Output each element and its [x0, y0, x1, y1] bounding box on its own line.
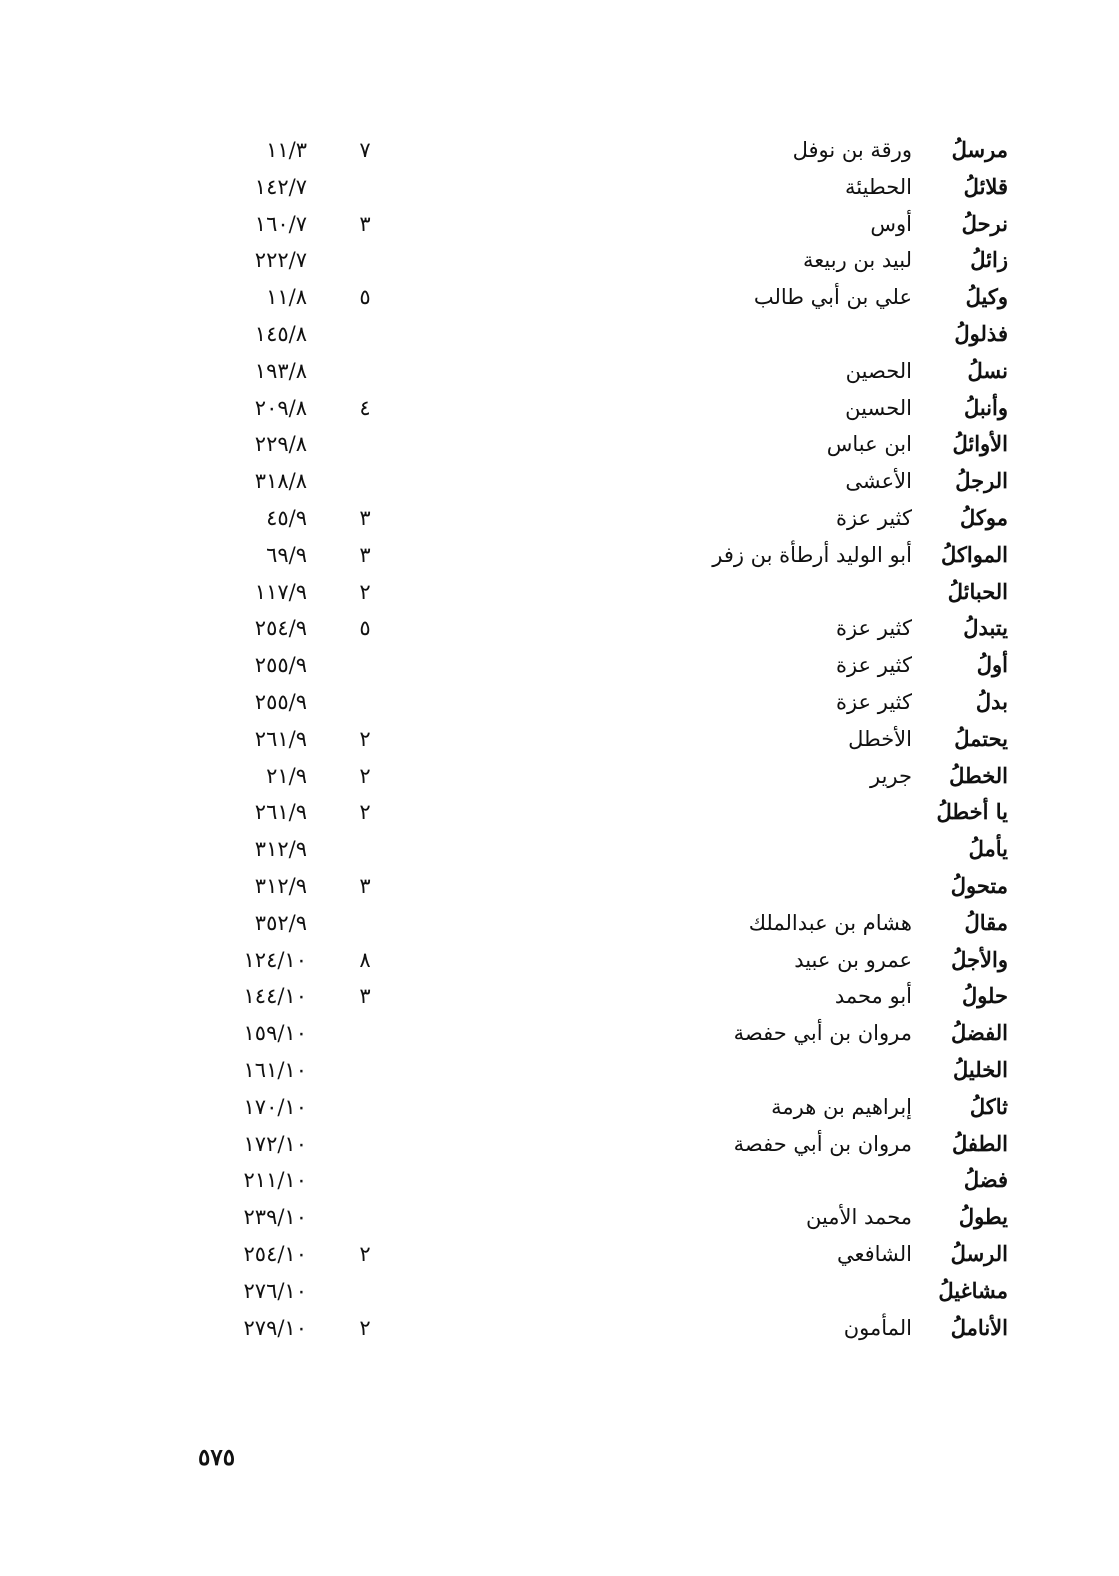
verse-count: ٢	[359, 763, 371, 788]
index-row	[0, 612, 1119, 649]
verse-count: ٣	[359, 211, 371, 236]
rhyme-word: الخطلُ	[949, 762, 1008, 788]
rhyme-word: فذلولُ	[954, 320, 1008, 346]
rhyme-word: الخليلُ	[953, 1056, 1008, 1082]
rhyme-word: فضلُ	[963, 1167, 1008, 1193]
poet-name: كثير عزة	[835, 505, 912, 530]
index-row	[0, 539, 1119, 576]
verse-count: ٥	[359, 285, 371, 310]
index-row	[0, 1164, 1119, 1201]
poet-name: هشام بن عبدالملك	[748, 910, 912, 935]
poet-name: محمد الأمين	[805, 1205, 912, 1230]
rhyme-word: قلائلُ	[963, 173, 1008, 199]
index-row	[0, 134, 1119, 171]
rhyme-word: بدلُ	[975, 688, 1008, 714]
page-number: ٥٧٥	[198, 1444, 236, 1471]
volume-page-reference: ١٧٠/١٠	[243, 1094, 307, 1119]
rhyme-word: الأوائلُ	[952, 431, 1008, 457]
volume-page-reference: ٢٢٩/٨	[254, 432, 307, 457]
volume-page-reference: ١٤٢/٧	[254, 174, 307, 199]
index-row	[0, 1275, 1119, 1312]
index-row	[0, 502, 1119, 539]
volume-page-reference: ٢٥٥/٩	[254, 689, 307, 714]
poet-name: الشافعي	[836, 1241, 912, 1266]
volume-page-reference: ٢٦١/٩	[254, 800, 307, 825]
index-row	[0, 760, 1119, 797]
volume-page-reference: ١٩٣/٨	[254, 358, 307, 383]
volume-page-reference: ٢٦١/٩	[254, 726, 307, 751]
poet-name: الأعشى	[845, 469, 912, 494]
rhyme-word: يأملُ	[968, 836, 1008, 862]
poet-name: عمرو بن عبيد	[794, 947, 912, 972]
volume-page-reference: ٤٥/٩	[266, 505, 307, 530]
poet-name: أبو الوليد أرطأة بن زفر	[712, 542, 912, 567]
index-row	[0, 1312, 1119, 1349]
rhyme-word: وكيلُ	[965, 284, 1008, 310]
rhyme-word: نرحلُ	[961, 210, 1008, 236]
volume-page-reference: ٣١٢/٩	[254, 837, 307, 862]
rhyme-word: نسلُ	[967, 357, 1008, 383]
volume-page-reference: ٢٧٦/١٠	[243, 1278, 307, 1303]
volume-page-reference: ١١٧/٩	[254, 579, 307, 604]
rhyme-word: مقالُ	[964, 909, 1008, 935]
volume-page-reference: ١١/٣	[266, 138, 307, 162]
rhyme-word: الطفلُ	[952, 1130, 1008, 1156]
verse-count: ٨	[359, 947, 371, 972]
index-row	[0, 392, 1119, 429]
volume-page-reference: ١٧٢/١٠	[243, 1131, 307, 1156]
poet-name: الحسين	[845, 395, 912, 420]
poet-name: كثير عزة	[835, 653, 912, 678]
volume-page-reference: ٢٥٤/١٠	[243, 1241, 307, 1266]
verse-count: ٣	[359, 505, 371, 530]
rhyme-word: موكلُ	[960, 504, 1008, 530]
poet-name: الأخطل	[848, 726, 912, 751]
volume-page-reference: ٣١٢/٩	[254, 873, 307, 898]
index-row	[0, 318, 1119, 355]
verse-count: ٥	[359, 616, 371, 641]
poet-name: علي بن أبي طالب	[753, 285, 912, 310]
poet-name: إبراهيم بن هرمة	[771, 1094, 912, 1119]
index-row	[0, 428, 1119, 465]
poet-name: ابن عباس	[826, 432, 912, 457]
volume-page-reference: ٢٢٢/٧	[254, 248, 307, 273]
rhyme-word: وأنبلُ	[963, 394, 1008, 420]
rhyme-word: الفضلُ	[951, 1020, 1008, 1046]
volume-page-reference: ١٢٤/١٠	[243, 947, 307, 972]
rhyme-word: يطولُ	[958, 1204, 1008, 1230]
rhyme-word: يحتملُ	[954, 725, 1008, 751]
poet-name: كثير عزة	[835, 616, 912, 641]
index-row	[0, 244, 1119, 281]
poetry-index-table	[0, 134, 1119, 1348]
volume-page-reference: ٣٥٢/٩	[254, 910, 307, 935]
volume-page-reference: ١٤٥/٨	[254, 321, 307, 346]
index-row	[0, 796, 1119, 833]
verse-count: ٤	[359, 395, 371, 420]
verse-count: ٣	[359, 542, 371, 567]
poet-name: مروان بن أبي حفصة	[733, 1021, 912, 1046]
volume-page-reference: ٢٠٩/٨	[254, 395, 307, 420]
index-row	[0, 355, 1119, 392]
index-row	[0, 1128, 1119, 1165]
verse-count: ٢	[359, 1241, 371, 1266]
index-row	[0, 833, 1119, 870]
volume-page-reference: ١٦١/١٠	[243, 1057, 307, 1082]
rhyme-word: الحبائلُ	[947, 578, 1008, 604]
poet-name: أبو محمد	[834, 984, 912, 1009]
volume-page-reference: ١١/٨	[266, 285, 307, 310]
index-row	[0, 576, 1119, 613]
index-row	[0, 1091, 1119, 1128]
verse-count: ٣	[359, 984, 371, 1009]
rhyme-word: الرجلُ	[955, 468, 1008, 494]
volume-page-reference: ١٥٩/١٠	[243, 1021, 307, 1046]
rhyme-word: الرسلُ	[950, 1240, 1008, 1266]
volume-page-reference: ٢٥٥/٩	[254, 653, 307, 678]
verse-count: ٧	[359, 138, 371, 162]
poet-name: مروان بن أبي حفصة	[733, 1131, 912, 1156]
index-row	[0, 1054, 1119, 1091]
rhyme-word: حلولُ	[961, 983, 1008, 1009]
rhyme-word: ثاكلُ	[969, 1093, 1008, 1119]
rhyme-word: أولُ	[976, 652, 1008, 678]
index-row	[0, 1201, 1119, 1238]
index-row	[0, 281, 1119, 318]
poet-name: لبيد بن ربيعة	[803, 248, 912, 273]
rhyme-word: الأناملُ	[950, 1314, 1008, 1340]
poet-name: أوس	[870, 211, 912, 236]
rhyme-word: والأجلُ	[951, 946, 1008, 972]
index-row	[0, 723, 1119, 760]
poet-name: كثير عزة	[835, 689, 912, 714]
verse-count: ٢	[359, 800, 371, 825]
index-row	[0, 907, 1119, 944]
rhyme-word: مشاغيلُ	[938, 1277, 1008, 1303]
index-row	[0, 944, 1119, 981]
poet-name: ورقة بن نوفل	[792, 138, 912, 162]
index-row	[0, 686, 1119, 723]
verse-count: ٢	[359, 1315, 371, 1340]
verse-count: ٣	[359, 873, 371, 898]
rhyme-word: زائلُ	[970, 247, 1008, 273]
volume-page-reference: ٢١١/١٠	[243, 1168, 307, 1193]
verse-count: ٢	[359, 579, 371, 604]
verse-count: ٢	[359, 726, 371, 751]
index-row	[0, 649, 1119, 686]
rhyme-word: يا أخطلُ	[936, 799, 1008, 825]
volume-page-reference: ٦٩/٩	[266, 542, 307, 567]
index-row	[0, 870, 1119, 907]
volume-page-reference: ٢٥٤/٩	[254, 616, 307, 641]
poet-name: المأمون	[843, 1315, 912, 1340]
volume-page-reference: ٢٣٩/١٠	[243, 1205, 307, 1230]
volume-page-reference: ١٤٤/١٠	[243, 984, 307, 1009]
index-row	[0, 171, 1119, 208]
rhyme-word: المواكلُ	[941, 541, 1008, 567]
poet-name: جرير	[870, 763, 912, 788]
volume-page-reference: ٣١٨/٨	[254, 469, 307, 494]
index-row	[0, 208, 1119, 245]
poet-name: الحطيئة	[845, 174, 912, 199]
index-row	[0, 1017, 1119, 1054]
rhyme-word: متحولُ	[950, 872, 1008, 898]
volume-page-reference: ٢٧٩/١٠	[243, 1315, 307, 1340]
volume-page-reference: ١٦٠/٧	[254, 211, 307, 236]
index-row	[0, 980, 1119, 1017]
volume-page-reference: ٢١/٩	[266, 763, 307, 788]
poet-name: الحصين	[845, 358, 912, 383]
index-row	[0, 1238, 1119, 1275]
rhyme-word: يتبدلُ	[963, 615, 1008, 641]
rhyme-word: مرسلُ	[951, 137, 1008, 162]
index-row	[0, 465, 1119, 502]
